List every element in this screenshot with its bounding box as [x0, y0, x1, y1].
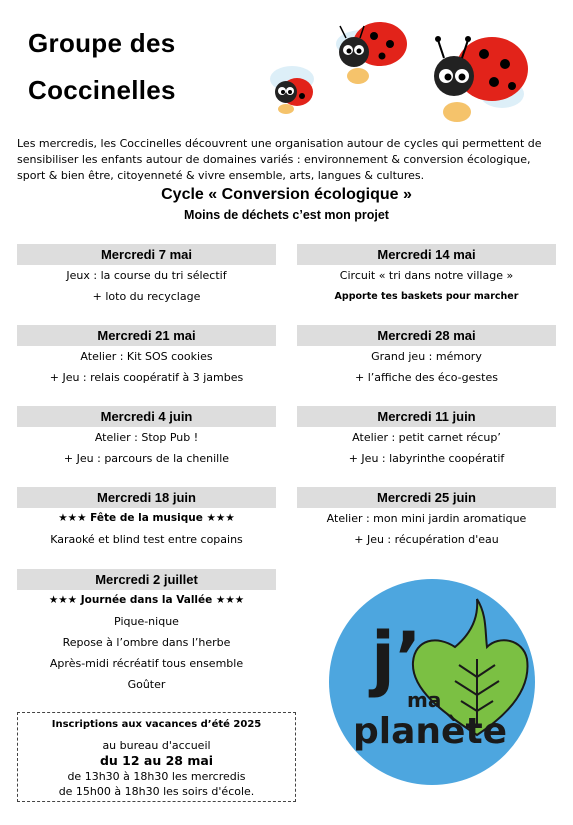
schedule-card-14-mai: [297, 244, 556, 307]
card-line: Atelier : Stop Pub !: [94, 431, 199, 444]
card-line: Jeux : la course du tri sélectif: [66, 269, 227, 282]
schedule-card-11-juin: [297, 406, 556, 469]
card-date: Mercredi 18 juin: [17, 487, 276, 508]
schedule-card-18-juin: [17, 487, 276, 550]
card-line: ★★★ Fête de la musique ★★★: [58, 512, 235, 524]
card-date: Mercredi 7 mai: [17, 244, 276, 265]
card-date: Mercredi 28 mai: [297, 325, 556, 346]
card-line: + loto du recyclage: [92, 290, 201, 303]
logo-j: j’: [371, 617, 422, 699]
inscriptions-title: Inscriptions aux vacances d’été 2025: [51, 719, 262, 730]
card-date: Mercredi 25 juin: [297, 487, 556, 508]
inscriptions-location: au bureau d'accueil: [102, 739, 211, 752]
card-line: + Jeu : récupération d'eau: [354, 533, 499, 546]
card-line: ★★★ Journée dans la Vallée ★★★: [48, 594, 245, 606]
logo-planete: planète: [353, 711, 508, 752]
page-title-line1: Groupe des: [28, 28, 176, 58]
card-line: + Jeu : relais coopératif à 3 jambes: [49, 371, 244, 384]
intro-paragraph: Les mercredis, les Coccinelles découvrent une organisation autour de cycles qui permettent de sensibiliser les enfants autour de domaines variés : environnement & conversion écologique, sport & bien être, citoyenneté & vivre ensemble, arts, langues & cultures.: [17, 137, 542, 182]
card-line: Goûter: [127, 678, 166, 691]
schedule-card-21-mai: [17, 325, 276, 388]
schedule-card-4-juin: [17, 406, 276, 469]
jma-planete-logo: [327, 577, 537, 787]
schedule-card-7-mai: [17, 244, 276, 307]
ladybug-large-icon: [434, 36, 528, 122]
inscriptions-hours-school: de 15h00 à 18h30 les soirs d'école.: [58, 785, 255, 798]
card-line: Circuit « tri dans notre village »: [339, 269, 514, 282]
page-title-line2: Coccinelles: [28, 75, 176, 105]
schedule-card-28-mai: [297, 325, 556, 388]
ladybug-small-icon: [270, 66, 314, 114]
card-date: Mercredi 11 juin: [297, 406, 556, 427]
inscriptions-dates: du 12 au 28 mai: [99, 753, 214, 768]
cycle-title: Cycle « Conversion écologique »: [161, 186, 412, 203]
card-date: Mercredi 4 juin: [17, 406, 276, 427]
card-line: Atelier : mon mini jardin aromatique: [326, 512, 527, 525]
schedule-card-25-juin: [297, 487, 556, 550]
card-line: Karaoké et blind test entre copains: [50, 533, 243, 546]
card-line: Grand jeu : mémory: [371, 350, 482, 363]
ladybug-illustrations: [262, 14, 532, 126]
ladybug-medium-icon: [336, 22, 407, 84]
inscriptions-hours-wed: de 13h30 à 18h30 les mercredis: [67, 770, 246, 783]
card-line: Après-midi récréatif tous ensemble: [49, 657, 244, 670]
logo-ma: ma: [407, 688, 442, 712]
card-line: + l’affiche des éco-gestes: [355, 371, 498, 384]
card-line: Repose à l’ombre dans l’herbe: [62, 636, 231, 649]
schedule-card-2-juillet: [17, 569, 276, 695]
card-date: Mercredi 21 mai: [17, 325, 276, 346]
card-line: Atelier : petit carnet récup’: [352, 431, 501, 444]
card-line: + Jeu : labyrinthe coopératif: [348, 452, 505, 465]
card-line: Apporte tes baskets pour marcher: [334, 291, 519, 302]
card-date: Mercredi 14 mai: [297, 244, 556, 265]
inscriptions-box: [17, 712, 296, 802]
card-line: Atelier : Kit SOS cookies: [80, 350, 213, 363]
card-line: + Jeu : parcours de la chenille: [63, 452, 230, 465]
card-line: Pique-nique: [114, 615, 179, 628]
cycle-subtitle: Moins de déchets c’est mon projet: [184, 208, 389, 222]
card-date: Mercredi 2 juillet: [17, 569, 276, 590]
